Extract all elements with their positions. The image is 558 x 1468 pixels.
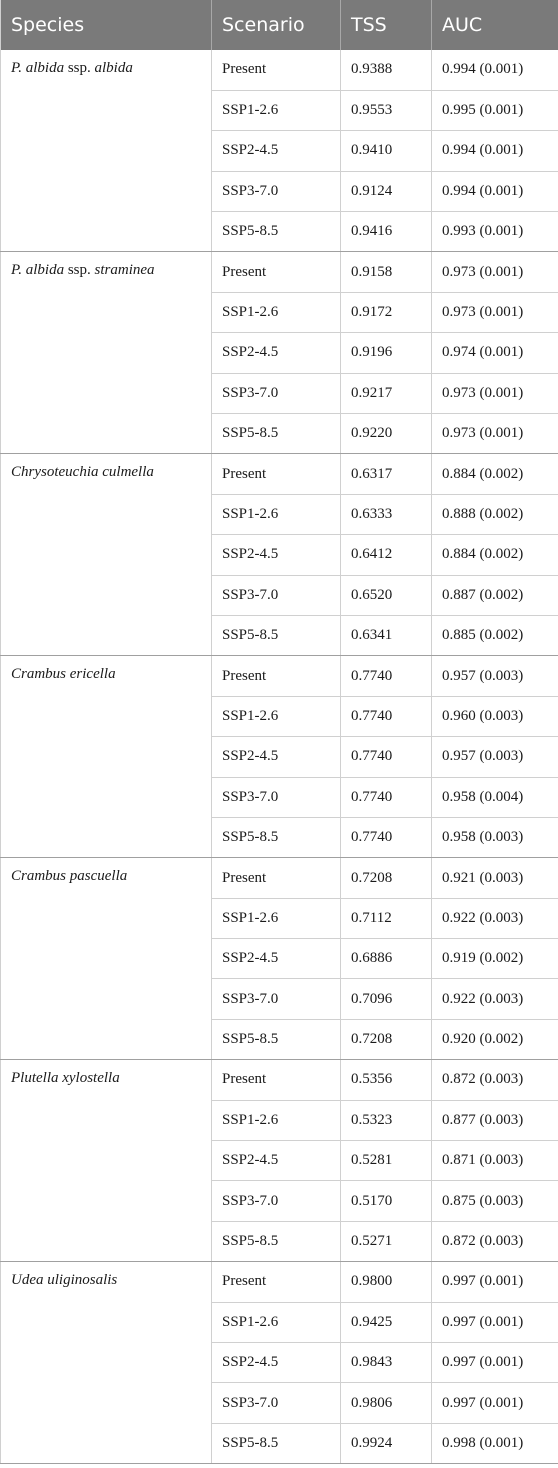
tss-cell: 0.9196 [341, 333, 432, 373]
auc-cell: 0.960 (0.003) [432, 696, 558, 736]
tss-cell: 0.9217 [341, 373, 432, 413]
tss-cell: 0.7096 [341, 979, 432, 1019]
scenario-cell: SSP5-8.5 [212, 615, 341, 655]
scenario-cell: Present [212, 858, 341, 898]
auc-cell: 0.994 (0.001) [432, 50, 558, 90]
tss-cell: 0.9158 [341, 252, 432, 292]
table-row [1, 1262, 558, 1302]
species-name-part: ssp. [64, 262, 95, 279]
tss-cell: 0.7112 [341, 898, 432, 938]
tss-cell: 0.9843 [341, 1343, 432, 1383]
species-name-part: ssp. [64, 60, 95, 76]
scenario-cell: Present [212, 454, 341, 494]
tss-cell: 0.5281 [341, 1141, 432, 1181]
scenario-cell: SSP2-4.5 [212, 939, 341, 979]
tss-cell: 0.9800 [341, 1262, 432, 1302]
table-row [1, 656, 558, 696]
species-name-part: Crambus ericella [11, 666, 116, 683]
auc-cell: 0.884 (0.002) [432, 454, 558, 494]
tss-cell: 0.5170 [341, 1181, 432, 1221]
scenario-cell: SSP5-8.5 [212, 1221, 341, 1261]
auc-cell: 0.973 (0.001) [432, 292, 558, 332]
auc-cell: 0.919 (0.002) [432, 939, 558, 979]
species-cell [1, 656, 212, 858]
scenario-cell: SSP5-8.5 [212, 817, 341, 857]
species-cell [1, 1262, 212, 1464]
header-species: Species [11, 14, 85, 36]
auc-cell: 0.884 (0.002) [432, 535, 558, 575]
auc-cell: 0.885 (0.002) [432, 615, 558, 655]
auc-cell: 0.871 (0.003) [432, 1141, 558, 1181]
tss-cell: 0.9410 [341, 131, 432, 171]
auc-cell: 0.995 (0.001) [432, 90, 558, 130]
auc-cell: 0.887 (0.002) [432, 575, 558, 615]
scenario-cell: SSP1-2.6 [212, 1100, 341, 1140]
tss-cell: 0.7740 [341, 696, 432, 736]
tss-cell: 0.9924 [341, 1423, 432, 1463]
auc-cell: 0.997 (0.001) [432, 1383, 558, 1423]
species-name-part: Plutella xylostella [11, 1070, 120, 1087]
species-name-part: straminea [94, 262, 155, 279]
scenario-cell: SSP3-7.0 [212, 171, 341, 211]
species-cell [1, 858, 212, 1060]
tss-cell: 0.6333 [341, 494, 432, 534]
auc-cell: 0.973 (0.001) [432, 373, 558, 413]
scenario-cell: Present [212, 252, 341, 292]
tss-cell: 0.9388 [341, 50, 432, 90]
scenario-cell: SSP5-8.5 [212, 414, 341, 454]
scenario-cell: SSP2-4.5 [212, 737, 341, 777]
scenario-cell: SSP1-2.6 [212, 696, 341, 736]
scenario-cell: SSP2-4.5 [212, 535, 341, 575]
species-name-part: albida [94, 60, 133, 76]
table-row [1, 252, 558, 292]
tss-cell: 0.7740 [341, 777, 432, 817]
tss-cell: 0.7740 [341, 656, 432, 696]
table-row [1, 50, 558, 90]
auc-cell: 0.875 (0.003) [432, 1181, 558, 1221]
scenario-cell: SSP2-4.5 [212, 1141, 341, 1181]
tss-cell: 0.5271 [341, 1221, 432, 1261]
tss-cell: 0.5356 [341, 1060, 432, 1100]
species-cell [1, 252, 212, 454]
scenario-cell: SSP1-2.6 [212, 1302, 341, 1342]
tss-cell: 0.9172 [341, 292, 432, 332]
tss-cell: 0.5323 [341, 1100, 432, 1140]
auc-cell: 0.957 (0.003) [432, 656, 558, 696]
scenario-cell: SSP3-7.0 [212, 1181, 341, 1221]
auc-cell: 0.877 (0.003) [432, 1100, 558, 1140]
species-name-part: Crambus pascuella [11, 868, 128, 885]
scenario-cell: Present [212, 656, 341, 696]
tss-cell: 0.9806 [341, 1383, 432, 1423]
auc-cell: 0.958 (0.003) [432, 817, 558, 857]
species-cell [1, 50, 212, 252]
auc-cell: 0.888 (0.002) [432, 494, 558, 534]
tss-cell: 0.6520 [341, 575, 432, 615]
auc-cell: 0.997 (0.001) [432, 1262, 558, 1302]
scenario-cell: SSP1-2.6 [212, 90, 341, 130]
auc-cell: 0.973 (0.001) [432, 414, 558, 454]
tss-cell: 0.6317 [341, 454, 432, 494]
auc-cell: 0.994 (0.001) [432, 171, 558, 211]
scenario-cell: SSP3-7.0 [212, 979, 341, 1019]
tss-cell: 0.7208 [341, 1019, 432, 1059]
scenario-cell: SSP3-7.0 [212, 575, 341, 615]
scenario-cell: SSP1-2.6 [212, 898, 341, 938]
tss-cell: 0.9124 [341, 171, 432, 211]
auc-cell: 0.998 (0.001) [432, 1423, 558, 1463]
scenario-cell: SSP5-8.5 [212, 1019, 341, 1059]
auc-cell: 0.920 (0.002) [432, 1019, 558, 1059]
auc-cell: 0.994 (0.001) [432, 131, 558, 171]
header-scenario: Scenario [212, 0, 341, 50]
species-name-part: Chrysoteuchia culmella [11, 464, 154, 481]
header-auc: AUC [432, 0, 558, 50]
species-name-part: Udea uliginosalis [11, 1272, 118, 1289]
scenario-cell: Present [212, 1262, 341, 1302]
auc-cell: 0.997 (0.001) [432, 1343, 558, 1383]
scenario-cell: SSP3-7.0 [212, 373, 341, 413]
scenario-cell: SSP5-8.5 [212, 1423, 341, 1463]
species-name-part: P. albida [11, 262, 65, 279]
tss-cell: 0.6886 [341, 939, 432, 979]
scenario-cell: SSP3-7.0 [212, 1383, 341, 1423]
auc-cell: 0.974 (0.001) [432, 333, 558, 373]
auc-cell: 0.993 (0.001) [432, 212, 558, 252]
tss-cell: 0.6412 [341, 535, 432, 575]
scenario-cell: SSP3-7.0 [212, 777, 341, 817]
tss-cell: 0.7208 [341, 858, 432, 898]
scenario-cell: SSP2-4.5 [212, 1343, 341, 1383]
scenario-cell: SSP2-4.5 [212, 333, 341, 373]
scenario-cell: Present [212, 50, 341, 90]
tss-cell: 0.6341 [341, 615, 432, 655]
auc-cell: 0.921 (0.003) [432, 858, 558, 898]
auc-cell: 0.957 (0.003) [432, 737, 558, 777]
auc-cell: 0.997 (0.001) [432, 1302, 558, 1342]
table-row [1, 858, 558, 898]
tss-cell: 0.9416 [341, 212, 432, 252]
table-row [1, 1060, 558, 1100]
auc-cell: 0.922 (0.003) [432, 898, 558, 938]
tss-cell: 0.9553 [341, 90, 432, 130]
table-header [1, 0, 558, 50]
auc-cell: 0.872 (0.003) [432, 1060, 558, 1100]
auc-cell: 0.922 (0.003) [432, 979, 558, 1019]
table-row [1, 454, 558, 494]
tss-cell: 0.7740 [341, 817, 432, 857]
scenario-cell: SSP2-4.5 [212, 131, 341, 171]
auc-cell: 0.973 (0.001) [432, 252, 558, 292]
tss-cell: 0.9220 [341, 414, 432, 454]
scenario-cell: SSP5-8.5 [212, 212, 341, 252]
auc-cell: 0.958 (0.004) [432, 777, 558, 817]
species-name-part: P. albida [11, 60, 65, 76]
tss-cell: 0.9425 [341, 1302, 432, 1342]
scenario-cell: SSP1-2.6 [212, 292, 341, 332]
scenario-cell: SSP1-2.6 [212, 494, 341, 534]
species-cell [1, 1060, 212, 1262]
tss-cell: 0.7740 [341, 737, 432, 777]
header-row [1, 0, 558, 50]
species-cell [1, 454, 212, 656]
table-body [1, 50, 558, 1464]
auc-cell: 0.872 (0.003) [432, 1221, 558, 1261]
scenario-cell: Present [212, 1060, 341, 1100]
header-tss: TSS [341, 0, 432, 50]
